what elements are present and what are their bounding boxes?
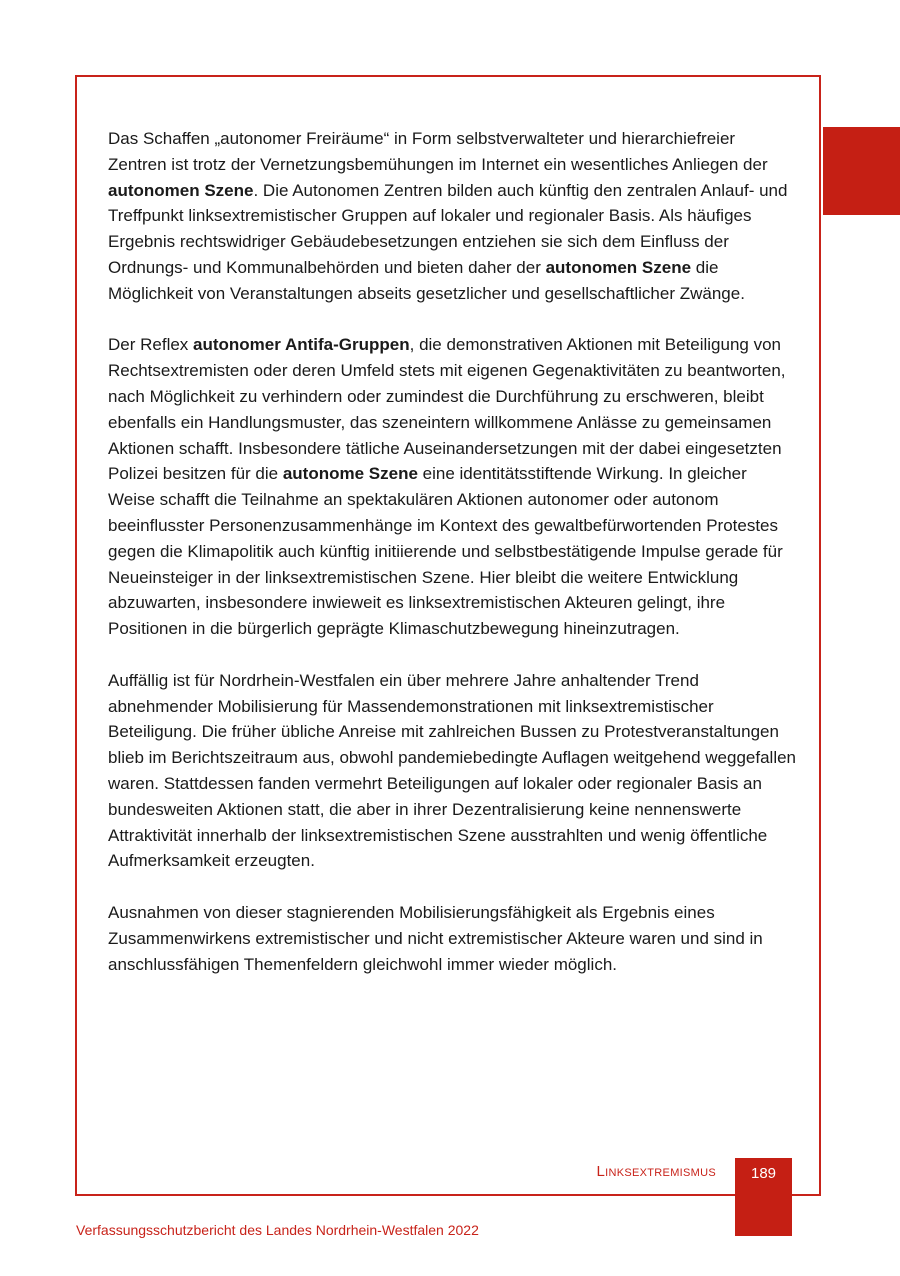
body-text	[108, 126, 798, 1003]
chapter-side-tab	[823, 127, 900, 215]
text-segment: Auffällig ist für Nordrhein-Westfalen ein über mehrere Jahre anhaltender Trend abnehmender Mobilisierung für Massendemonstrationen mit linksextremistischer Beteiligung. Die früher übliche Anreise mit zahlreichen Bussen zu Protestveranstaltungen blieb im Berichtszeitraum aus, obwohl pandemiebedingte Auflagen weitgehend weggefallen waren. Stattdessen fanden vermehrt Beteiligungen auf lokaler oder regionaler Basis an bundesweiten Aktionen statt, die aber in ihrer Dezentralisierung keine nennenswerte Attraktivität innerhalb der linksextremistischen Szene ausstrahlten und wenig öffentliche Aufmerksamkeit erzeugten.	[108, 670, 797, 871]
paragraph-1	[108, 126, 798, 307]
bold-term: autonome Szene	[282, 464, 418, 484]
text-segment: eine identitätsstiftende Wirkung. In gleicher Weise schafft die Teilnahme an spektakulären Aktionen autonomer oder autonom beeinflusster Personenzusammenhänge im Kontext des gewaltbefürwortenden Protestes gegen die Klimapolitik auch künftig initiierende und selbstbestätigende Impulse gerade für Neueinsteiger in der linksextremistischen Szene. Hier bleibt die weitere Entwicklung abzuwarten, insbesondere inwieweit es linksextremistischen Akteuren gelingt, ihre Positionen in die bürgerlich geprägte Klimaschutzbewegung hineinzutragen.	[108, 464, 783, 639]
bold-term: autonomer Antifa-Gruppen	[193, 335, 410, 355]
text-segment: Ausnahmen von dieser stagnierenden Mobilisierungsfähigkeit als Ergebnis eines Zusammenwirkens extremistischer und nicht extremistischer Akteure waren und sind in anschlussfähigen Themenfeldern gleichwohl immer wieder möglich.	[108, 902, 763, 974]
paragraph-3	[108, 668, 798, 874]
text-segment: Der Reflex	[108, 335, 194, 355]
text-segment: . Die Autonomen Zentren bilden auch künftig den zentralen Anlauf- und Treffpunkt linksextremistischer Gruppen auf lokaler und regionaler Basis. Als häufiges Ergebnis rechtswidriger Gebäudebesetzungen entziehen sie sich dem Einfluss der Ordnungs- und Kommunalbehörden und bieten daher der	[108, 180, 788, 277]
text-segment: , die demonstrativen Aktionen mit Beteiligung von Rechtsextremisten oder deren Umfeld stets mit eigenen Gegenaktivitäten zu beantworten, nach Möglichkeit zu verhindern oder zumindest die Durchführung zu erschweren, bleibt ebenfalls ein Handlungsmuster, das szeneintern willkommene Anlässe zu gemeinsamen Aktionen schafft. Insbesondere tätliche Auseinandersetzungen mit der dabei eingesetzten Polizei besitzen für die	[108, 335, 786, 484]
page-number-box	[735, 1158, 792, 1236]
paragraph-2	[108, 332, 798, 642]
section-label: Linksextremismus	[596, 1163, 716, 1180]
text-segment: Das Schaffen „autonomer Freiräume“ in Form selbstverwalteter und hierarchiefreier Zentren ist trotz der Vernetzungsbemühungen im Internet ein wesentliches Anliegen der	[108, 129, 768, 174]
footer-publication-title: Verfassungsschutzbericht des Landes Nordrhein-Westfalen 2022	[76, 1222, 479, 1238]
bold-term: autonomen Szene	[545, 257, 692, 277]
bold-term: autonomen Szene	[108, 180, 254, 200]
paragraph-4	[108, 900, 798, 977]
text-segment: die Möglichkeit von Veranstaltungen abseits gesetzlicher und gesellschaftlicher Zwänge.	[108, 257, 745, 303]
page-number: 189	[750, 1165, 777, 1182]
